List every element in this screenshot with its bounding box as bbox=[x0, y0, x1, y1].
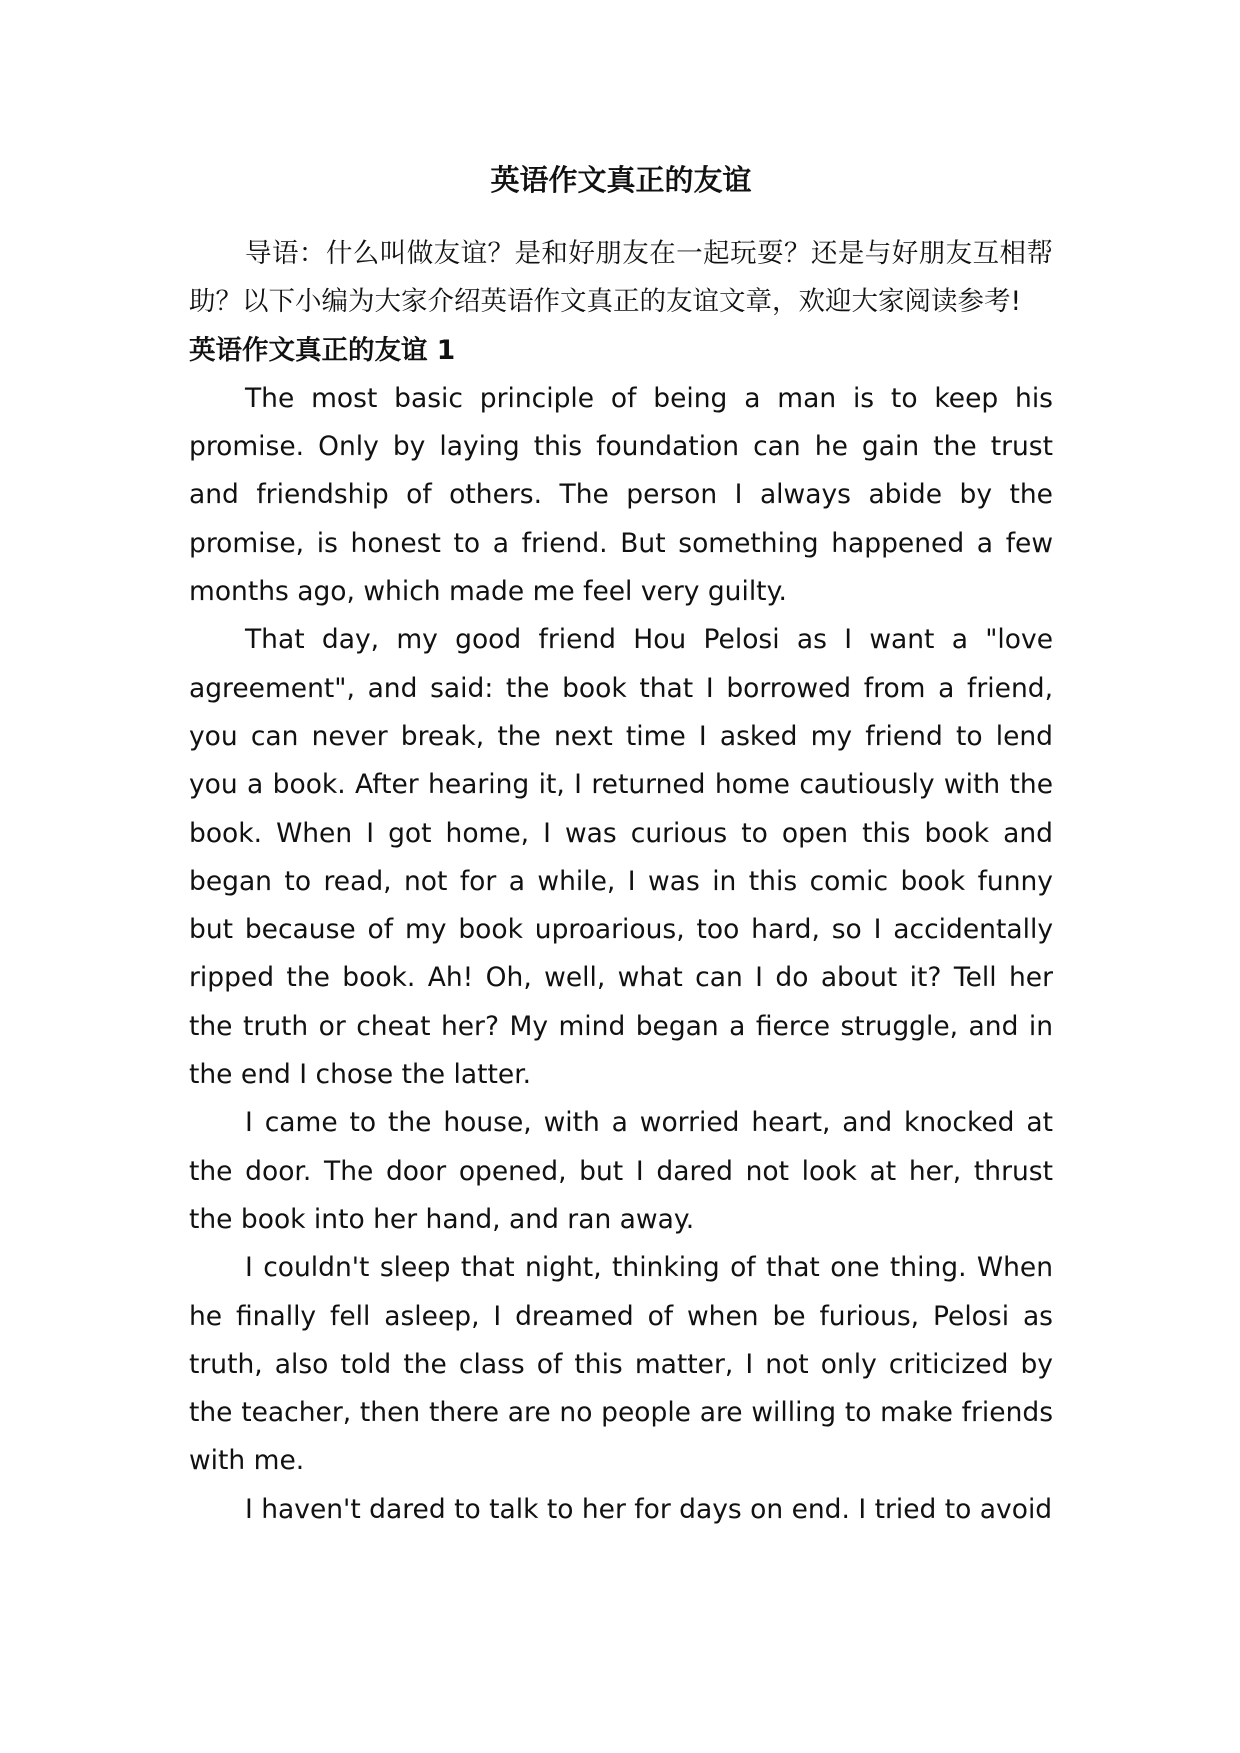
body-paragraph: I came to the house, with a worried heart, and knocked at the door. The door opened, but I dared not look at her, thrust the book into her hand, and ran away. bbox=[189, 1107, 1053, 1235]
intro-paragraph: 导语：什么叫做友谊？是和好朋友在一起玩耍？还是与好朋友互相帮助？以下小编为大家介绍英语作文真正的友谊文章，欢迎大家阅读参考! bbox=[189, 238, 1053, 318]
section-heading: 英语作文真正的友谊 1 bbox=[189, 334, 456, 366]
body-paragraph: That day, my good friend Hou Pelosi as I want a "love agreement", and said: the book that I borrowed from a friend, you can never break, the next time I asked my friend to lend you a book. After hearing it, I returned home cautiously with the book. When I got home, I was curious to open this book and began to read, not for a while, I was in this comic book funny but because of my book uproarious, too hard, so I accidentally ripped the book. Ah! Oh, well, what can I do about it? Tell her the truth or cheat her? My mind began a fierce struggle, and in the end I chose the latter. bbox=[189, 624, 1053, 1091]
body-paragraph: I haven't dared to talk to her for days on end. I tried to avoid bbox=[245, 1493, 1053, 1525]
document-title: 英语作文真正的友谊 bbox=[490, 163, 752, 197]
body-paragraph: I couldn't sleep that night, thinking of that one thing. When he finally fell asleep, I dreamed of when be furious, Pelosi as truth, also told the class of this matter, I not only criticized by the teacher, then there are no people are willing to make friends with me. bbox=[189, 1252, 1053, 1477]
document-body bbox=[189, 152, 1053, 1534]
body-paragraph: The most basic principle of being a man is to keep his promise. Only by laying this foundation can he gain the trust and friendship of others. The person I always abide by the promise, is honest to a friend. But something happened a few months ago, which made me feel very guilty. bbox=[189, 382, 1053, 608]
